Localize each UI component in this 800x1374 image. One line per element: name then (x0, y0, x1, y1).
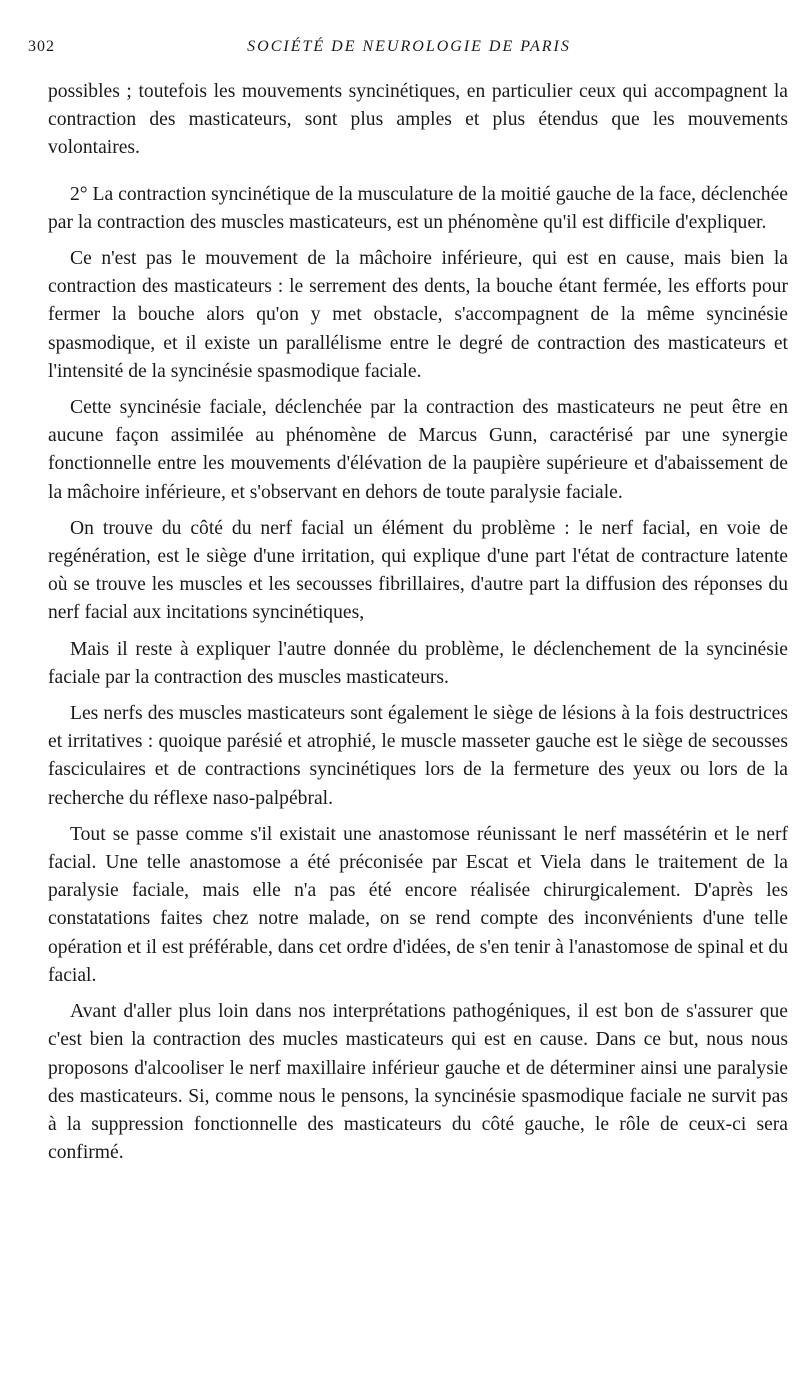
paragraph-mechanism: Ce n'est pas le mouvement de la mâchoire inférieure, qui est en cause, mais bien la contraction des masticateurs : le serrement des dents, la bouche étant fermée, les efforts pour fermer la bouche alors qu'on y met obstacle, s'accompagnent de la même syncinésie spasmodique, et il existe un parallélisme entre le degré de contraction des masticateurs et l'intensité de la syncinésie spasmodique faciale. (48, 248, 788, 382)
journal-title: SOCIÉTÉ DE NEUROLOGIE DE PARIS (247, 38, 571, 55)
paragraph-proposed-test: Avant d'aller plus loin dans nos interprétations pathogéniques, il est bon de s'assurer que c'est bien la contraction des mucles masticateurs qui est en cause. Dans ce but, nous nous proposons d'alcooliser le nerf maxillaire inférieur gauche et de déterminer ainsi une paralysie des masticateurs. Si, comme nous le pensons, la syncinésie spasmodique faciale ne survit pas à la suppression fonctionnelle des masticateurs du côté gauche, le rôle de ceux-ci sera confirmé. (48, 1001, 788, 1164)
paragraph-remaining-question: Mais il reste à expliquer l'autre donnée du problème, le déclenchement de la syncinésie faciale par la contraction des muscles masticateurs. (48, 638, 788, 688)
paragraph-point-2: 2° La contraction syncinétique de la musculature de la moitié gauche de la face, déclenchée par la contraction des muscles masticateurs, est un phénomène qu'il est difficile d'expliquer. (48, 183, 788, 233)
paragraph-facial-nerve: On trouve du côté du nerf facial un élément du problème : le nerf facial, en voie de regénération, est le siège d'une irritation, qui explique d'une part l'état de contracture latente où se trouve les muscles et les secousses fibrillaires, d'autre part la diffusion des réponses du nerf facial aux incitations syncinétiques, (48, 517, 788, 624)
paragraph-marcus-gunn: Cette syncinésie faciale, déclenchée par la contraction des masticateurs ne peut être en aucune façon assimilée au phénomène de Marcus Gunn, caractérisé par une synergie fonctionnelle entre les mouvements d'élévation de la paupière supérieure et d'abaissement de la mâchoire inférieure, et s'observant en dehors de toute paralysie faciale. (48, 397, 788, 503)
paragraph-masticator-nerves: Les nerfs des muscles masticateurs sont également le siège de lésions à la fois destructrices et irritatives : quoique parésié et atrophié, le muscle masseter gauche est le siège de secousses fasciculaires et de contractions syncinétiques lors de la fermeture des yeux ou lors de la recherche du réflexe naso-palpébral. (48, 703, 788, 809)
page-number: 302 (28, 38, 55, 55)
body-text (48, 78, 788, 1167)
paragraph-continuation: possibles ; toutefois les mouvements syncinétiques, en particulier ceux qui accompagnent la contraction des masticateurs, sont plus amples et plus étendus que les mouvements volontaires. (48, 81, 788, 159)
running-head (28, 38, 790, 64)
paragraph-anastomosis: Tout se passe comme s'il existait une anastomose réunissant le nerf massétérin et le nerf facial. Une telle anastomose a été préconisée par Escat et Viela dans le traitement de la paralysie faciale, mais elle n'a pas été encore réalisée chirurgicalement. D'après les constatations faites chez notre malade, on se rend compte des inconvénients d'une telle opération et il est préférable, dans cet ordre d'idées, de s'en tenir à l'anastomose de spinal et du facial. (48, 823, 788, 986)
